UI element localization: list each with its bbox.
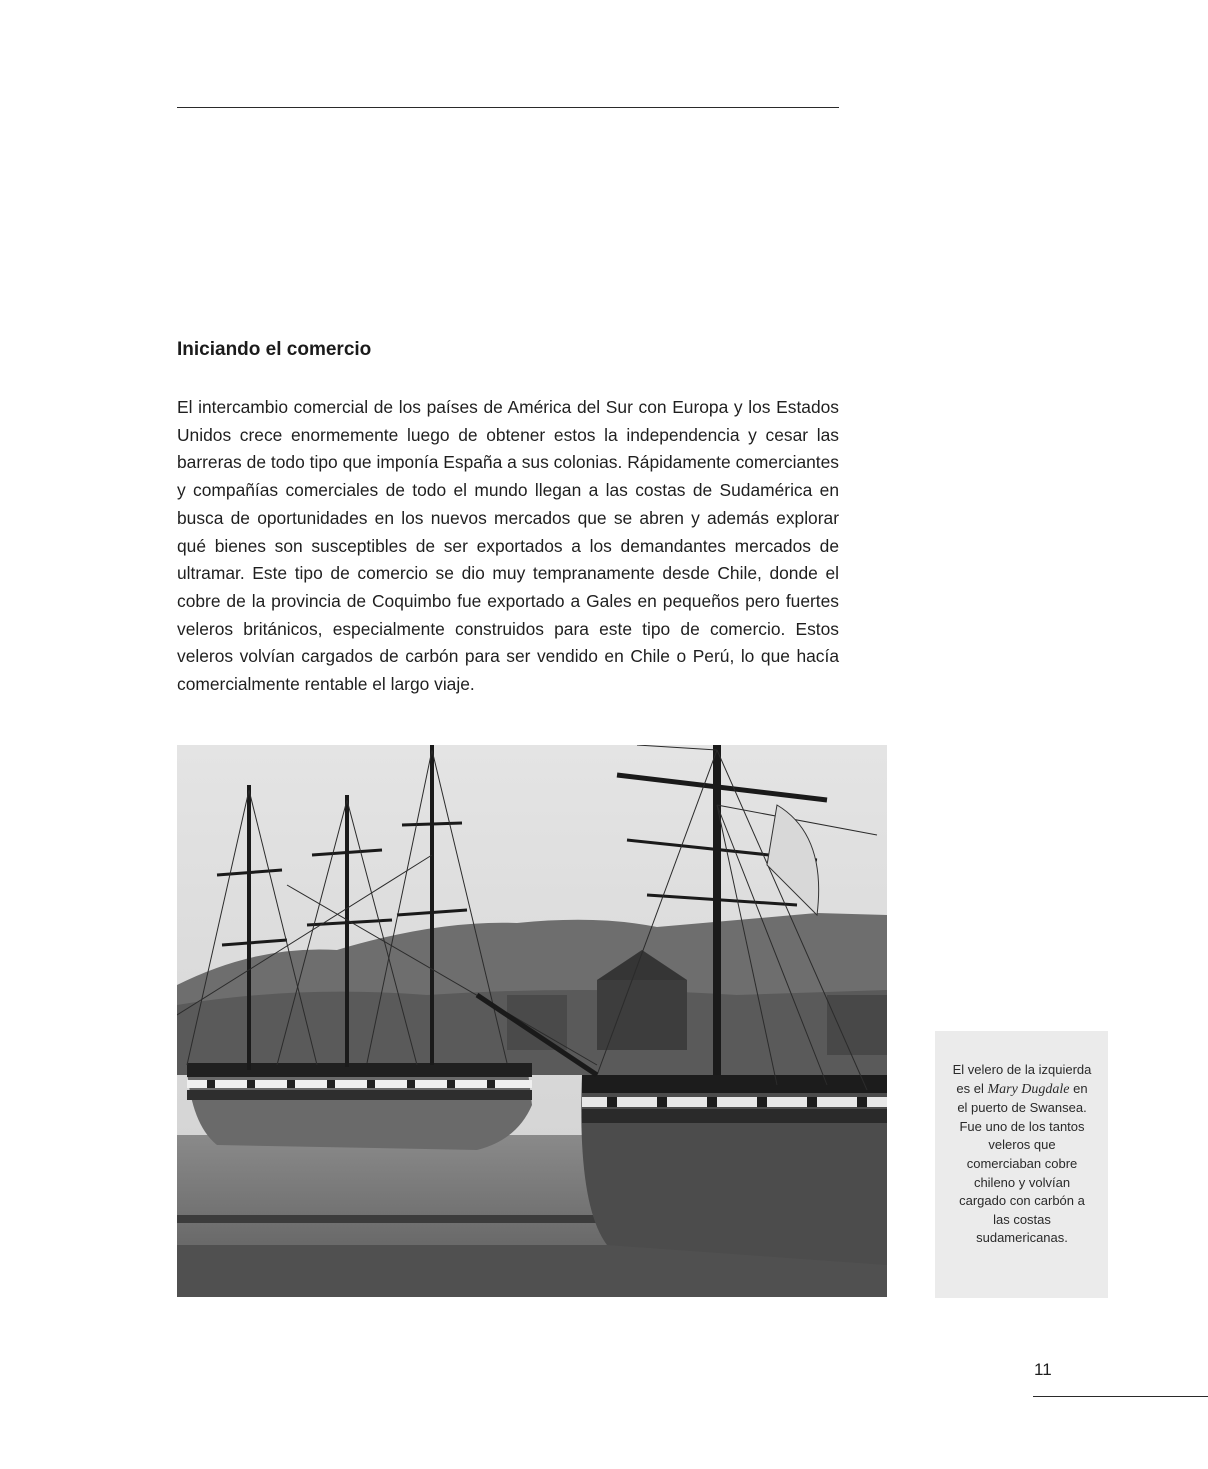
caption-ship-name: Mary Dugdale <box>987 1081 1070 1097</box>
sailing-ships-photo <box>177 745 887 1297</box>
photo-caption <box>952 1061 1092 1248</box>
body-paragraph: El intercambio comercial de los países de América del Sur con Europa y los Estados Unidos crece enormemente luego de obtener estos la independencia y cesar las barreras de todo tipo que imponía España a sus colonias. Rápidamente comerciantes y compañías comerciales de todo el mundo llegan a las costas de Sudamérica en busca de oportunidades en los nuevos mercados que se abren y además explorar qué bienes son susceptibles de ser exportados a los demandantes mercados de ultramar. Este tipo de comercio se dio muy tempranamente desde Chile, donde el cobre de la provincia de Coquimbo fue exportado a Gales en pequeños pero fuertes veleros británicos, especialmente construidos para este tipo de comercio. Estos veleros volvían cargados de carbón para ser vendido en Chile o Perú, lo que hacía comercialmente rentable el largo viaje. <box>177 397 839 695</box>
header-rule <box>177 107 839 108</box>
caption-text-part2: en el puerto de Swansea. Fue uno de los tantos veleros que comerciaban cobre chileno y volvían cargado con carbón a las costas sudamericanas. <box>957 1080 1088 1246</box>
caption-text-part1: El velero de la izquierda es el <box>952 1062 1092 1096</box>
page-number: 11 <box>1034 1360 1052 1379</box>
footer-rule <box>1033 1396 1208 1397</box>
section-heading: Iniciando el comercio <box>177 339 372 360</box>
